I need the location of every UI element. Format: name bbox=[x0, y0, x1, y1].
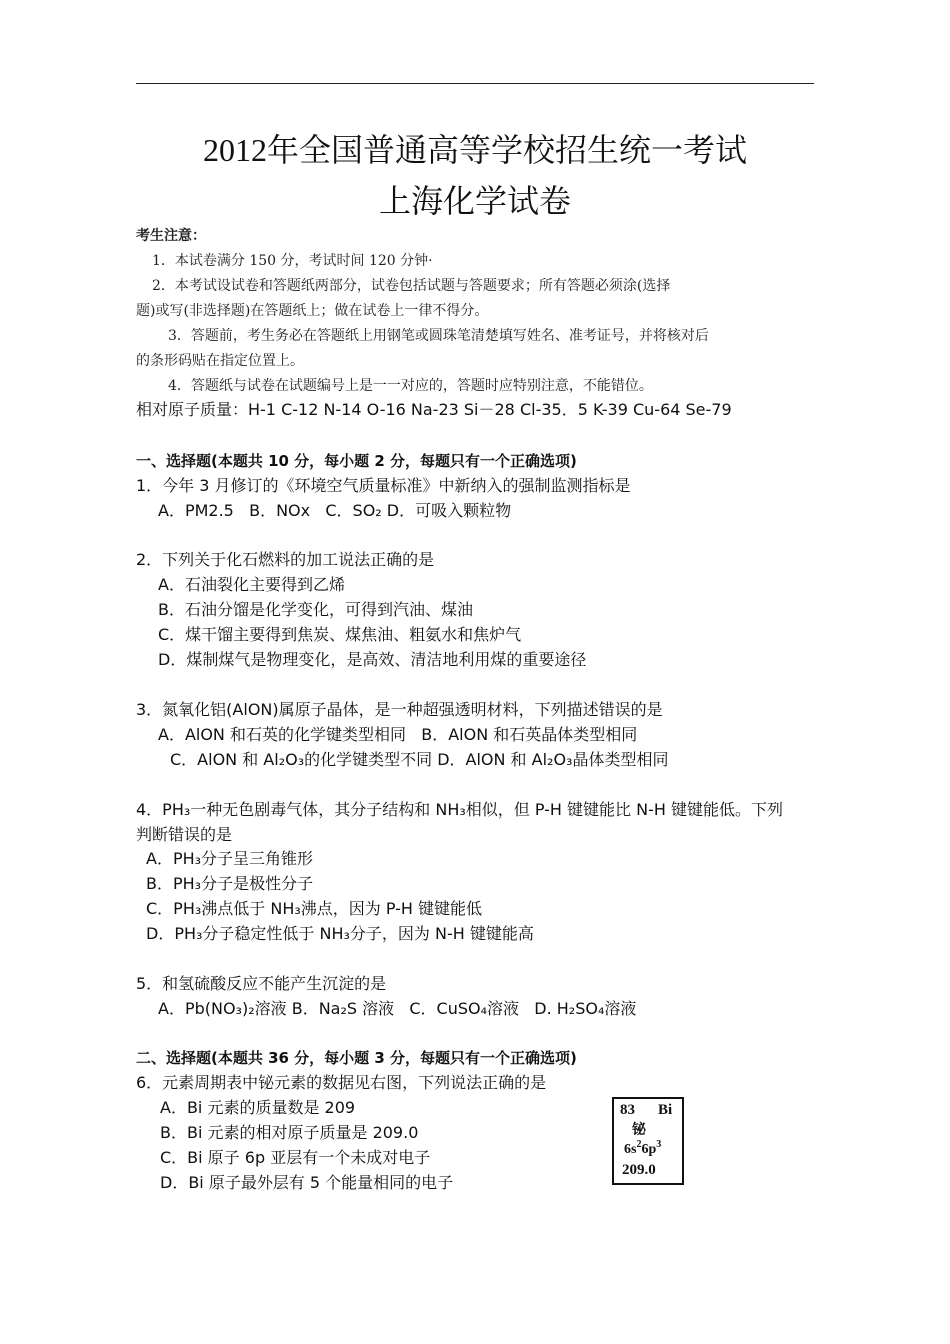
element-atomic-number: 83 bbox=[620, 1102, 635, 1118]
notice-item-1: 1．本试卷满分 150 分，考试时间 120 分钟· bbox=[152, 253, 433, 269]
question-3-stem: 3．氮氧化铝(AlON)属原子晶体，是一种超强透明材料，下列描述错误的是 bbox=[136, 700, 663, 719]
element-electron-config: $6s^26p^3$ bbox=[624, 1139, 662, 1157]
question-4-option-d: D．PH₃分子稳定性低于 NH₃分子，因为 N-H 键键能高 bbox=[146, 924, 534, 943]
question-2-option-b: B．石油分馏是化学变化，可得到汽油、煤油 bbox=[158, 600, 473, 619]
question-4-stem-a: 4．PH₃一种无色剧毒气体，其分子结构和 NH₃相似，但 P-H 键键能比 N-H 键键能低。下列 bbox=[136, 800, 783, 819]
question-4-option-c: C．PH₃沸点低于 NH₃沸点，因为 P-H 键键能低 bbox=[146, 899, 483, 918]
question-5-options: A．Pb(NO₃)₂溶液 B．Na₂S 溶液 C．CuSO₄溶液 D. H₂SO₄溶液 bbox=[158, 999, 637, 1018]
notice-item-3b: 的条形码贴在指定位置上。 bbox=[136, 353, 304, 369]
question-6-option-a: A．Bi 元素的质量数是 209 bbox=[160, 1098, 356, 1117]
question-2-option-d: D．煤制煤气是物理变化，是高效、清洁地利用煤的重要途径 bbox=[158, 650, 587, 669]
question-2-stem: 2．下列关于化石燃料的加工说法正确的是 bbox=[136, 550, 435, 569]
question-6-option-d: D．Bi 原子最外层有 5 个能量相同的电子 bbox=[160, 1173, 454, 1192]
notice-item-4: 4．答题纸与试卷在试题编号上是一一对应的，答题时应特别注意，不能错位。 bbox=[168, 378, 653, 394]
header-rule bbox=[136, 83, 814, 84]
question-1-options: A．PM2.5 B．NOx C．SO₂ D．可吸入颗粒物 bbox=[158, 501, 512, 520]
question-4-option-a: A．PH₃分子呈三角锥形 bbox=[146, 849, 314, 868]
element-atomic-mass: 209.0 bbox=[622, 1162, 656, 1178]
question-3-options-ab: A．AlON 和石英的化学键类型相同 B．AlON 和石英晶体类型相同 bbox=[158, 725, 638, 744]
element-card-bismuth bbox=[612, 1097, 684, 1185]
question-6-stem: 6．元素周期表中铋元素的数据见右图，下列说法正确的是 bbox=[136, 1073, 547, 1092]
exam-subtitle: 上海化学试卷 bbox=[378, 183, 571, 219]
notice-item-2b: 题)或写(非选择题)在答题纸上；做在试卷上一律不得分。 bbox=[136, 303, 489, 319]
question-1-stem: 1．今年 3 月修订的《环境空气质量标准》中新纳入的强制监测指标是 bbox=[136, 476, 631, 495]
question-4-stem-b: 判断错误的是 bbox=[136, 825, 233, 844]
question-2-option-c: C．煤干馏主要得到焦炭、煤焦油、粗氨水和焦炉气 bbox=[158, 625, 522, 644]
section-1-heading: 一、选择题(本题共 10 分，每小题 2 分，每题只有一个正确选项) bbox=[136, 452, 577, 470]
question-4-option-b: B．PH₃分子是极性分子 bbox=[146, 874, 314, 893]
exam-title: 2012年全国普通高等学校招生统一考试 bbox=[202, 132, 747, 168]
question-6-option-b: B．Bi 元素的相对原子质量是 209.0 bbox=[160, 1123, 419, 1142]
element-name: 铋 bbox=[632, 1122, 646, 1138]
element-symbol: Bi bbox=[658, 1102, 673, 1118]
notice-item-2a: 2．本考试设试卷和答题纸两部分，试卷包括试题与答题要求；所有答题必须涂(选择 bbox=[152, 278, 671, 294]
section-2-heading: 二、选择题(本题共 36 分，每小题 3 分，每题只有一个正确选项) bbox=[136, 1049, 577, 1067]
atomic-mass-line: 相对原子质量：H-1 C-12 N-14 O-16 Na-23 Si－28 Cl-35．5 K-39 Cu-64 Se-79 bbox=[136, 400, 732, 419]
question-3-options-cd: C．AlON 和 Al₂O₃的化学键类型不同 D．AlON 和 Al₂O₃晶体类型相同 bbox=[170, 750, 669, 769]
question-2-option-a: A．石油裂化主要得到乙烯 bbox=[158, 575, 345, 594]
notice-item-3a: 3．答题前，考生务必在答题纸上用钢笔或圆珠笔清楚填写姓名、准考证号，并将核对后 bbox=[168, 328, 709, 344]
question-5-stem: 5．和氢硫酸反应不能产生沉淀的是 bbox=[136, 974, 387, 993]
question-6-option-c: C．Bi 原子 6p 亚层有一个未成对电子 bbox=[160, 1148, 431, 1167]
notice-heading: 考生注意： bbox=[136, 228, 206, 244]
